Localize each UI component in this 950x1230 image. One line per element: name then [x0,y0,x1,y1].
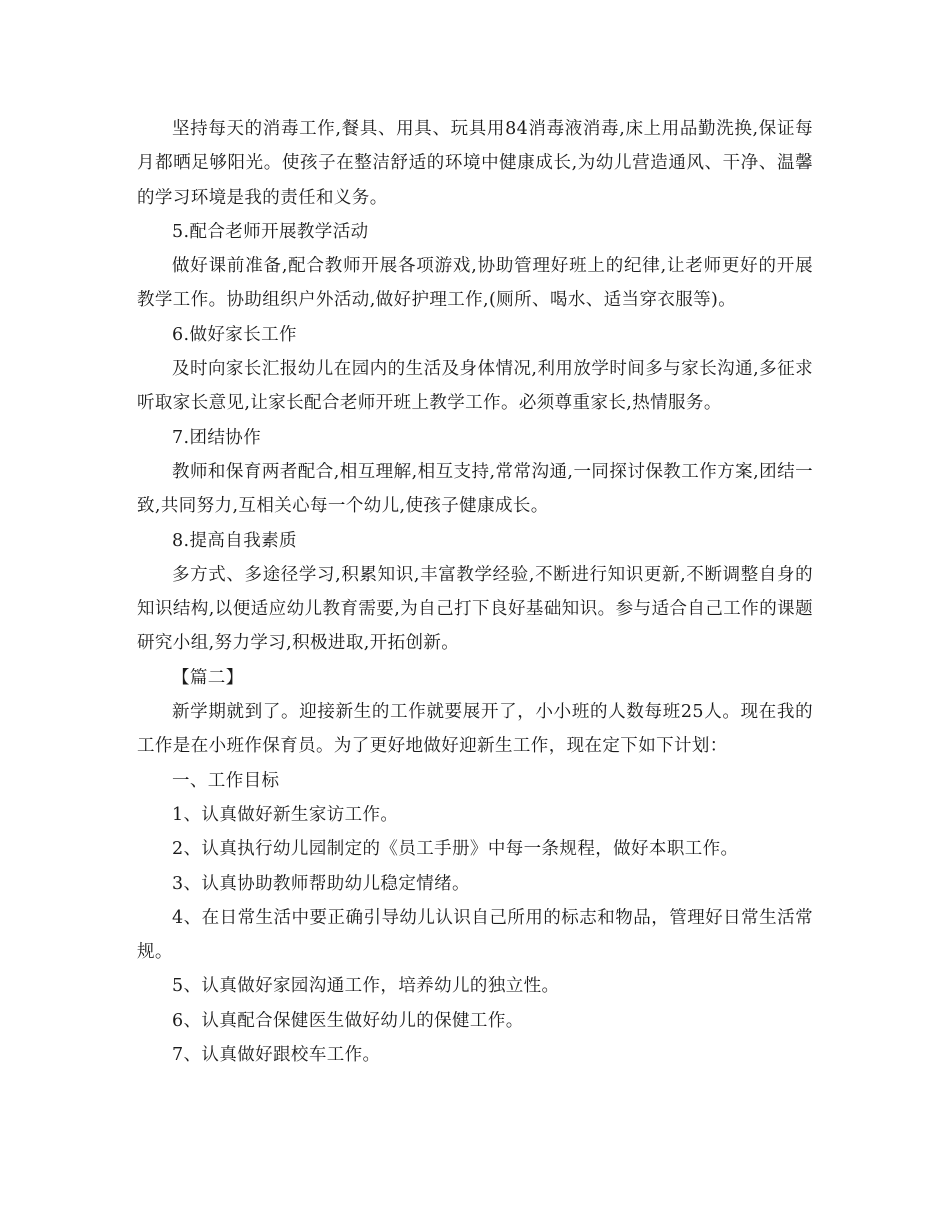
paragraph-self-improvement: 多方式、多途径学习,积累知识,丰富教学经验,不断进行知识更新,不断调整自身的知识结构,以便适应幼儿教育需要,为自己打下良好基础知识。参与适合自己工作的课题研究小组,努力学习,积极进取,开拓创新。 [137,564,813,654]
goal-item-3: 3、认真协助教师帮助幼儿稳定情绪。 [172,873,470,894]
section-heading-8: 8.提高自我素质 [172,530,297,551]
section-heading-6: 6.做好家长工作 [172,324,297,345]
section-heading-7: 7.团结协作 [172,427,262,448]
paragraph-new-semester: 新学期就到了。迎接新生的工作就要展开了，小小班的人数每班25人。现在我的工作是在小班作保育员。为了更好地做好迎新生工作，现在定下如下计划： [137,702,813,757]
paragraph-parent-work: 及时向家长汇报幼儿在园内的生活及身体情况,利用放学时间多与家长沟通,多征求听取家长意见,让家长配合老师开班上教学工作。必须尊重家长,热情服务。 [137,359,813,414]
paragraph-teaching-support: 做好课前准备,配合教师开展各项游戏,协助管理好班上的纪律,让老师更好的开展教学工作。协助组织户外活动,做好护理工作,(厕所、喝水、适当穿衣服等)。 [137,256,813,311]
paragraph-disinfection: 坚持每天的消毒工作,餐具、用具、玩具用84消毒液消毒,床上用品勤洗换,保证每月都晒足够阳光。使孩子在整洁舒适的环境中健康成长,为幼儿营造通风、干净、温馨的学习环境是我的责任和义务。 [137,119,813,208]
section-heading-5: 5.配合老师开展教学活动 [172,221,369,242]
goal-item-6: 6、认真配合保健医生做好幼儿的保健工作。 [172,1010,524,1031]
paragraph-teamwork: 教师和保育两者配合,相互理解,相互支持,常常沟通,一同探讨保教工作方案,团结一致,共同努力,互相关心每一个幼儿,使孩子健康成长。 [137,461,813,517]
goal-item-4: 4、在日常生活中要正确引导幼儿认识自己所用的标志和物品，管理好日常生活常规。 [137,907,813,963]
document-body [137,112,813,1072]
goal-item-2: 2、认真执行幼儿园制定的《员工手册》中每一条规程，做好本职工作。 [172,839,739,860]
goal-item-1: 1、认真做好新生家访工作。 [172,804,399,825]
part-two-heading: 【篇二】 [172,667,244,688]
goal-item-7: 7、认真做好跟校车工作。 [172,1045,381,1066]
work-goals-heading: 一、工作目标 [172,770,280,791]
goal-item-5: 5、认真做好家园沟通工作，培养幼儿的独立性。 [172,976,560,997]
